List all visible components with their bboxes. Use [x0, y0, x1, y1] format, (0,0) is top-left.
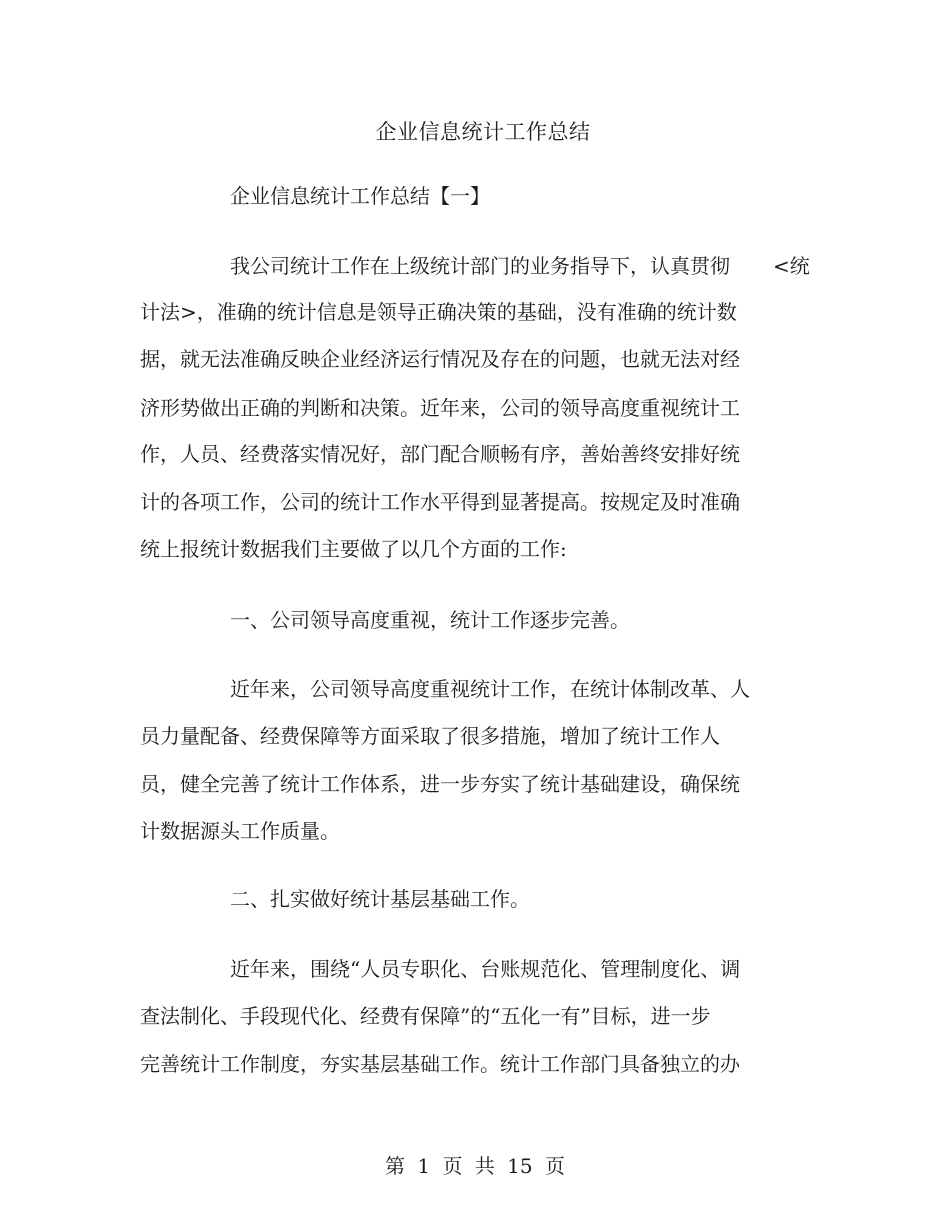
paragraph-line: 近年来，公司领导高度重视统计工作，在统计体制改革、人 — [230, 677, 750, 701]
paragraph-line: 计数据源头工作质量。 — [140, 819, 340, 843]
page-footer: 第 1 页 共 15 页 — [385, 1154, 565, 1178]
paragraph-line: 济形势做出正确的判断和决策。近年来，公司的领导高度重视统计工 — [140, 396, 740, 420]
section-heading-1: 一、公司领导高度重视，统计工作逐步完善。 — [230, 608, 630, 632]
paragraph-line: 员，健全完善了统计工作体系，进一步夯实了统计基础建设，确保统 — [140, 772, 740, 796]
paragraph-line: 计法>，准确的统计信息是领导正确决策的基础，没有准确的统计数 — [140, 300, 737, 324]
paragraph-line-tail: <统 — [773, 254, 810, 278]
paragraph-line: 员力量配备、经费保障等方面采取了很多措施，增加了统计工作人 — [140, 724, 720, 748]
paragraph-line: 近年来，围绕“人员专职化、台账规范化、管理制度化、调 — [230, 957, 741, 981]
section-heading-2: 二、扎实做好统计基层基础工作。 — [230, 887, 530, 911]
paragraph-line: 作，人员、经费落实情况好，部门配合顺畅有序，善始善终安排好统 — [140, 442, 740, 466]
paragraph-line: 查法制化、手段现代化、经费有保障”的“五化一有”目标，进一步 — [140, 1004, 711, 1028]
paragraph-line: 完善统计工作制度，夯实基层基础工作。统计工作部门具备独立的办 — [140, 1052, 740, 1076]
document-title: 企业信息统计工作总结 — [375, 120, 591, 144]
paragraph-line: 计的各项工作，公司的统计工作水平得到显著提高。按规定及时准确 — [140, 490, 740, 514]
paragraph-line: 统上报统计数据我们主要做了以几个方面的工作: — [140, 537, 567, 561]
paragraph-line: 我公司统计工作在上级统计部门的业务指导下，认真贯彻 — [230, 254, 730, 278]
document-subtitle: 企业信息统计工作总结【一】 — [230, 184, 490, 208]
paragraph-line: 据，就无法准确反映企业经济运行情况及存在的问题，也就无法对经 — [140, 347, 740, 371]
